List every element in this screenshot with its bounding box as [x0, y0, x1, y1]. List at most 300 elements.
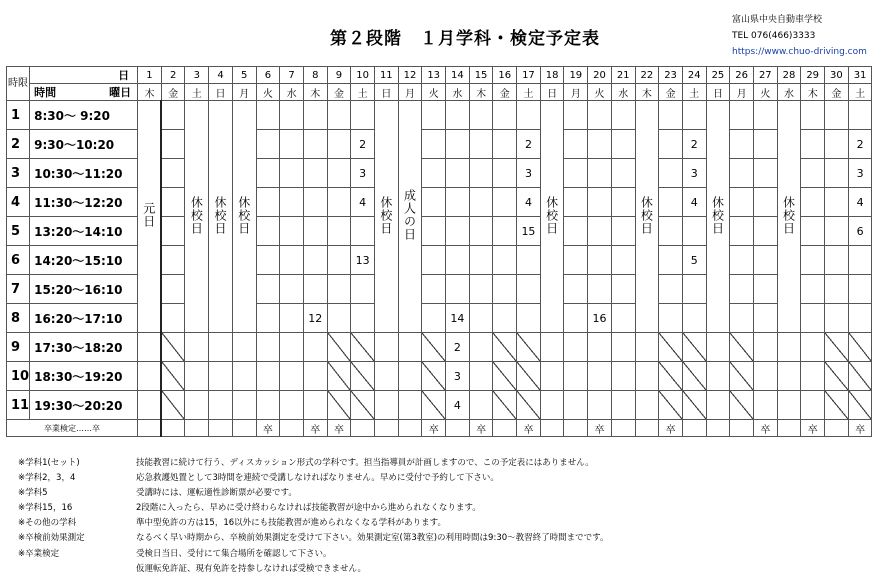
empty-slot: [327, 362, 351, 391]
class-slot: 2: [351, 130, 375, 159]
empty-slot: [374, 391, 398, 420]
empty-slot: [280, 333, 304, 362]
empty-slot: [540, 420, 564, 437]
holiday-cell: [209, 101, 233, 333]
note-text: 2段階に入ったら、早めに受け終わらなければ技能教習が途中から進められなくなります。: [136, 503, 481, 514]
empty-slot: [161, 101, 185, 130]
empty-slot: [493, 420, 517, 437]
time-label: 時間: [34, 86, 57, 99]
empty-slot: [351, 275, 375, 304]
empty-slot: [517, 101, 541, 130]
empty-slot: [564, 275, 588, 304]
period-number: 3: [7, 159, 30, 188]
weekday: 木: [801, 84, 825, 101]
empty-slot: [848, 101, 872, 130]
empty-slot: [564, 159, 588, 188]
class-slot: 4: [848, 188, 872, 217]
class-slot: 4: [517, 188, 541, 217]
period-number: 11: [7, 391, 30, 420]
period-number: 5: [7, 217, 30, 246]
empty-slot: [469, 362, 493, 391]
grad-exam-mark: 卒: [327, 420, 351, 437]
empty-slot: [848, 304, 872, 333]
empty-slot: [848, 362, 872, 391]
empty-slot: [753, 217, 777, 246]
weekday: 月: [232, 84, 256, 101]
empty-slot: [753, 362, 777, 391]
empty-slot: [588, 159, 612, 188]
period-time: 18:30～19:20: [30, 362, 138, 391]
empty-slot: [446, 101, 470, 130]
empty-slot: [730, 275, 754, 304]
empty-slot: [493, 101, 517, 130]
empty-slot: [564, 217, 588, 246]
weekday: 水: [777, 84, 801, 101]
empty-slot: [825, 217, 849, 246]
class-slot: 4: [682, 188, 706, 217]
empty-slot: [256, 304, 280, 333]
empty-slot: [848, 333, 872, 362]
empty-slot: [161, 159, 185, 188]
class-slot: 3: [446, 362, 470, 391]
holiday-label: 成人の日: [402, 189, 417, 241]
grad-exam-mark: 卒: [848, 420, 872, 437]
day-number: 10: [351, 67, 375, 84]
weekday: 金: [659, 84, 683, 101]
empty-slot: [659, 101, 683, 130]
empty-slot: [517, 391, 541, 420]
note-row: [18, 501, 608, 516]
holiday-cell: [185, 101, 209, 333]
note-text: 応急救護処置として3時間を連続で受講しなければなりません。早めに受付で予約して下さい。: [136, 473, 499, 484]
empty-slot: [611, 391, 635, 420]
empty-slot: [422, 130, 446, 159]
empty-slot: [303, 391, 327, 420]
empty-slot: [185, 362, 209, 391]
empty-slot: [801, 188, 825, 217]
empty-slot: [351, 304, 375, 333]
period-label: 時限: [7, 67, 30, 101]
empty-slot: [564, 362, 588, 391]
weekday: 木: [469, 84, 493, 101]
weekday: 火: [753, 84, 777, 101]
day-number: 6: [256, 67, 280, 84]
empty-slot: [351, 420, 375, 437]
empty-slot: [777, 391, 801, 420]
weekday: 木: [303, 84, 327, 101]
holiday-label: 休校日: [213, 195, 227, 235]
empty-slot: [659, 333, 683, 362]
period-time: 11:30～12:20: [30, 188, 138, 217]
period-number: 9: [7, 333, 30, 362]
page-title: 第２段階 １月学科・検定予定表: [330, 29, 600, 49]
period-number: 4: [7, 188, 30, 217]
empty-slot: [706, 420, 730, 437]
empty-slot: [161, 246, 185, 275]
class-slot: 3: [848, 159, 872, 188]
empty-slot: [801, 217, 825, 246]
empty-slot: [825, 130, 849, 159]
empty-slot: [232, 333, 256, 362]
empty-slot: [588, 333, 612, 362]
class-slot: 2: [682, 130, 706, 159]
grad-exam-mark: 卒: [659, 420, 683, 437]
empty-slot: [493, 391, 517, 420]
empty-slot: [611, 275, 635, 304]
weekday: 水: [446, 84, 470, 101]
empty-slot: [374, 420, 398, 437]
empty-slot: [493, 217, 517, 246]
empty-slot: [161, 275, 185, 304]
empty-slot: [801, 275, 825, 304]
day-number: 26: [730, 67, 754, 84]
weekday: 土: [185, 84, 209, 101]
empty-slot: [517, 246, 541, 275]
note-row: [18, 486, 608, 501]
empty-slot: [753, 130, 777, 159]
empty-slot: [469, 159, 493, 188]
empty-slot: [446, 246, 470, 275]
grad-exam-mark: 卒: [256, 420, 280, 437]
holiday-label: 休校日: [639, 195, 654, 235]
empty-slot: [256, 159, 280, 188]
empty-slot: [564, 246, 588, 275]
empty-slot: [232, 420, 256, 437]
empty-slot: [209, 420, 233, 437]
empty-slot: [801, 333, 825, 362]
empty-slot: [659, 217, 683, 246]
empty-slot: [303, 246, 327, 275]
empty-slot: [730, 188, 754, 217]
empty-slot: [398, 333, 422, 362]
empty-slot: [564, 304, 588, 333]
day-number: 17: [517, 67, 541, 84]
holiday-label: 休校日: [236, 195, 251, 235]
day-number: 24: [682, 67, 706, 84]
empty-slot: [280, 188, 304, 217]
empty-slot: [564, 333, 588, 362]
note-text: 受講時には、運転適性診断票が必要です。: [136, 488, 297, 499]
class-slot: 3: [682, 159, 706, 188]
empty-slot: [256, 362, 280, 391]
empty-slot: [682, 101, 706, 130]
empty-slot: [611, 420, 635, 437]
period-number: 10: [7, 362, 30, 391]
holiday-label: 休校日: [544, 195, 559, 235]
empty-slot: [659, 130, 683, 159]
grad-exam-mark: 卒: [303, 420, 327, 437]
empty-slot: [256, 246, 280, 275]
empty-slot: [611, 130, 635, 159]
school-tel: TEL 076(466)3333: [732, 31, 816, 41]
empty-slot: [611, 304, 635, 333]
day-number: 25: [706, 67, 730, 84]
empty-slot: [138, 420, 162, 437]
empty-slot: [540, 333, 564, 362]
grad-exam-mark: 卒: [469, 420, 493, 437]
day-number: 1: [138, 67, 162, 84]
class-slot: 12: [303, 304, 327, 333]
empty-slot: [138, 362, 162, 391]
weekday: 日: [209, 84, 233, 101]
empty-slot: [659, 188, 683, 217]
holiday-cell: [374, 101, 398, 333]
empty-slot: [517, 304, 541, 333]
weekday: 日: [706, 84, 730, 101]
note-key: ※学科5: [18, 488, 48, 499]
empty-slot: [730, 246, 754, 275]
empty-slot: [280, 246, 304, 275]
note-text: 仮運転免許証、現有免許を持参しなければ受検できません。: [136, 563, 367, 574]
period-time: 19:30～20:20: [30, 391, 138, 420]
empty-slot: [327, 130, 351, 159]
empty-slot: [327, 159, 351, 188]
day-number: 2: [161, 67, 185, 84]
empty-slot: [753, 101, 777, 130]
day-number: 11: [374, 67, 398, 84]
empty-slot: [303, 275, 327, 304]
empty-slot: [730, 217, 754, 246]
empty-slot: [422, 391, 446, 420]
period-number: 1: [7, 101, 30, 130]
empty-slot: [422, 333, 446, 362]
empty-slot: [753, 275, 777, 304]
empty-slot: [659, 362, 683, 391]
empty-slot: [825, 275, 849, 304]
empty-slot: [422, 188, 446, 217]
empty-slot: [682, 217, 706, 246]
period-time: 13:20～14:10: [30, 217, 138, 246]
empty-slot: [801, 246, 825, 275]
empty-slot: [493, 188, 517, 217]
empty-slot: [351, 362, 375, 391]
empty-slot: [517, 275, 541, 304]
empty-slot: [280, 391, 304, 420]
class-slot: 4: [446, 391, 470, 420]
empty-slot: [374, 333, 398, 362]
weekday: 火: [422, 84, 446, 101]
holiday-cell: [540, 101, 564, 333]
holiday-label: 休校日: [189, 195, 204, 235]
note-row: [18, 471, 608, 486]
class-slot: 2: [848, 130, 872, 159]
empty-slot: [825, 159, 849, 188]
empty-slot: [280, 101, 304, 130]
grad-exam-mark: 卒: [801, 420, 825, 437]
day-number: 31: [848, 67, 872, 84]
empty-slot: [209, 391, 233, 420]
day-number: 22: [635, 67, 659, 84]
empty-slot: [682, 391, 706, 420]
empty-slot: [753, 391, 777, 420]
empty-slot: [753, 159, 777, 188]
note-text: 技能教習に続けて行う、ディスカッション形式の学科です。担当指導員が計画しますので、この予定表にはありません。: [136, 458, 594, 468]
empty-slot: [564, 130, 588, 159]
day-number: 21: [611, 67, 635, 84]
empty-slot: [517, 333, 541, 362]
empty-slot: [469, 333, 493, 362]
grad-exam-mark: 卒: [422, 420, 446, 437]
weekday: 火: [256, 84, 280, 101]
empty-slot: [280, 304, 304, 333]
empty-slot: [659, 304, 683, 333]
weekday: 金: [327, 84, 351, 101]
empty-slot: [351, 333, 375, 362]
note-row: [18, 516, 608, 531]
empty-slot: [327, 188, 351, 217]
period-number: 2: [7, 130, 30, 159]
empty-slot: [161, 130, 185, 159]
empty-slot: [611, 217, 635, 246]
empty-slot: [446, 275, 470, 304]
class-slot: 15: [517, 217, 541, 246]
note-key: ※学科15，16: [18, 503, 73, 514]
note-key: ※学科2，3，4: [18, 473, 76, 484]
empty-slot: [161, 188, 185, 217]
class-slot: 3: [351, 159, 375, 188]
empty-slot: [398, 362, 422, 391]
empty-slot: [138, 391, 162, 420]
day-number: 16: [493, 67, 517, 84]
day-number: 23: [659, 67, 683, 84]
empty-slot: [446, 159, 470, 188]
period-time: 16:20～17:10: [30, 304, 138, 333]
period-time: 14:20～15:10: [30, 246, 138, 275]
empty-slot: [185, 333, 209, 362]
weekday: 土: [517, 84, 541, 101]
grad-exam-mark: 卒: [517, 420, 541, 437]
empty-slot: [280, 159, 304, 188]
holiday-cell: [138, 101, 162, 333]
holiday-label: 元日: [141, 202, 156, 228]
weekday: 金: [493, 84, 517, 101]
note-key: ※卒業検定: [18, 548, 60, 559]
empty-slot: [256, 391, 280, 420]
empty-slot: [493, 362, 517, 391]
empty-slot: [303, 362, 327, 391]
empty-slot: [730, 362, 754, 391]
empty-slot: [327, 304, 351, 333]
empty-slot: [469, 188, 493, 217]
empty-slot: [493, 304, 517, 333]
class-slot: 2: [446, 333, 470, 362]
grad-exam-mark: 卒: [753, 420, 777, 437]
empty-slot: [209, 333, 233, 362]
class-slot: 6: [848, 217, 872, 246]
day-number: 3: [185, 67, 209, 84]
empty-slot: [848, 275, 872, 304]
empty-slot: [730, 130, 754, 159]
empty-slot: [753, 188, 777, 217]
holiday-cell: [706, 101, 730, 333]
empty-slot: [493, 275, 517, 304]
empty-slot: [469, 101, 493, 130]
empty-slot: [588, 188, 612, 217]
empty-slot: [256, 217, 280, 246]
empty-slot: [588, 130, 612, 159]
empty-slot: [232, 362, 256, 391]
empty-slot: [588, 217, 612, 246]
empty-slot: [659, 159, 683, 188]
weekday: 月: [398, 84, 422, 101]
empty-slot: [540, 391, 564, 420]
empty-slot: [801, 362, 825, 391]
empty-slot: [303, 159, 327, 188]
schedule-table: [6, 66, 872, 437]
day-number: 12: [398, 67, 422, 84]
empty-slot: [422, 159, 446, 188]
note-row: [18, 547, 608, 562]
empty-slot: [493, 333, 517, 362]
day-number: 5: [232, 67, 256, 84]
empty-slot: [635, 333, 659, 362]
empty-slot: [825, 304, 849, 333]
school-info: [732, 12, 867, 60]
empty-slot: [303, 101, 327, 130]
empty-slot: [398, 391, 422, 420]
empty-slot: [256, 275, 280, 304]
weekday-label: 曜日: [109, 86, 132, 99]
period-time: 15:20～16:10: [30, 275, 138, 304]
empty-slot: [232, 391, 256, 420]
weekday: 金: [161, 84, 185, 101]
period-time: 17:30～18:20: [30, 333, 138, 362]
empty-slot: [303, 333, 327, 362]
note-row: [18, 562, 608, 577]
time-weekday-label: [30, 84, 138, 101]
day-number: 9: [327, 67, 351, 84]
empty-slot: [469, 391, 493, 420]
day-number: 15: [469, 67, 493, 84]
empty-slot: [161, 420, 185, 437]
empty-slot: [825, 188, 849, 217]
day-number: 30: [825, 67, 849, 84]
empty-slot: [161, 217, 185, 246]
empty-slot: [730, 159, 754, 188]
class-slot: 14: [446, 304, 470, 333]
empty-slot: [682, 275, 706, 304]
empty-slot: [730, 391, 754, 420]
empty-slot: [706, 391, 730, 420]
day-number: 8: [303, 67, 327, 84]
empty-slot: [706, 362, 730, 391]
empty-slot: [682, 333, 706, 362]
weekday: 日: [374, 84, 398, 101]
empty-slot: [635, 391, 659, 420]
empty-slot: [564, 420, 588, 437]
empty-slot: [753, 333, 777, 362]
empty-slot: [777, 362, 801, 391]
empty-slot: [469, 130, 493, 159]
class-slot: 5: [682, 246, 706, 275]
empty-slot: [753, 246, 777, 275]
note-key: ※卒検前効果測定: [18, 533, 85, 544]
day-number: 27: [753, 67, 777, 84]
empty-slot: [801, 304, 825, 333]
empty-slot: [825, 333, 849, 362]
school-url[interactable]: https://www.chuo-driving.com: [732, 47, 867, 57]
empty-slot: [635, 362, 659, 391]
empty-slot: [777, 420, 801, 437]
empty-slot: [351, 101, 375, 130]
day-number: 29: [801, 67, 825, 84]
empty-slot: [730, 333, 754, 362]
empty-slot: [161, 333, 185, 362]
empty-slot: [422, 362, 446, 391]
period-number: 6: [7, 246, 30, 275]
class-slot: 16: [588, 304, 612, 333]
holiday-label: 休校日: [781, 195, 796, 235]
